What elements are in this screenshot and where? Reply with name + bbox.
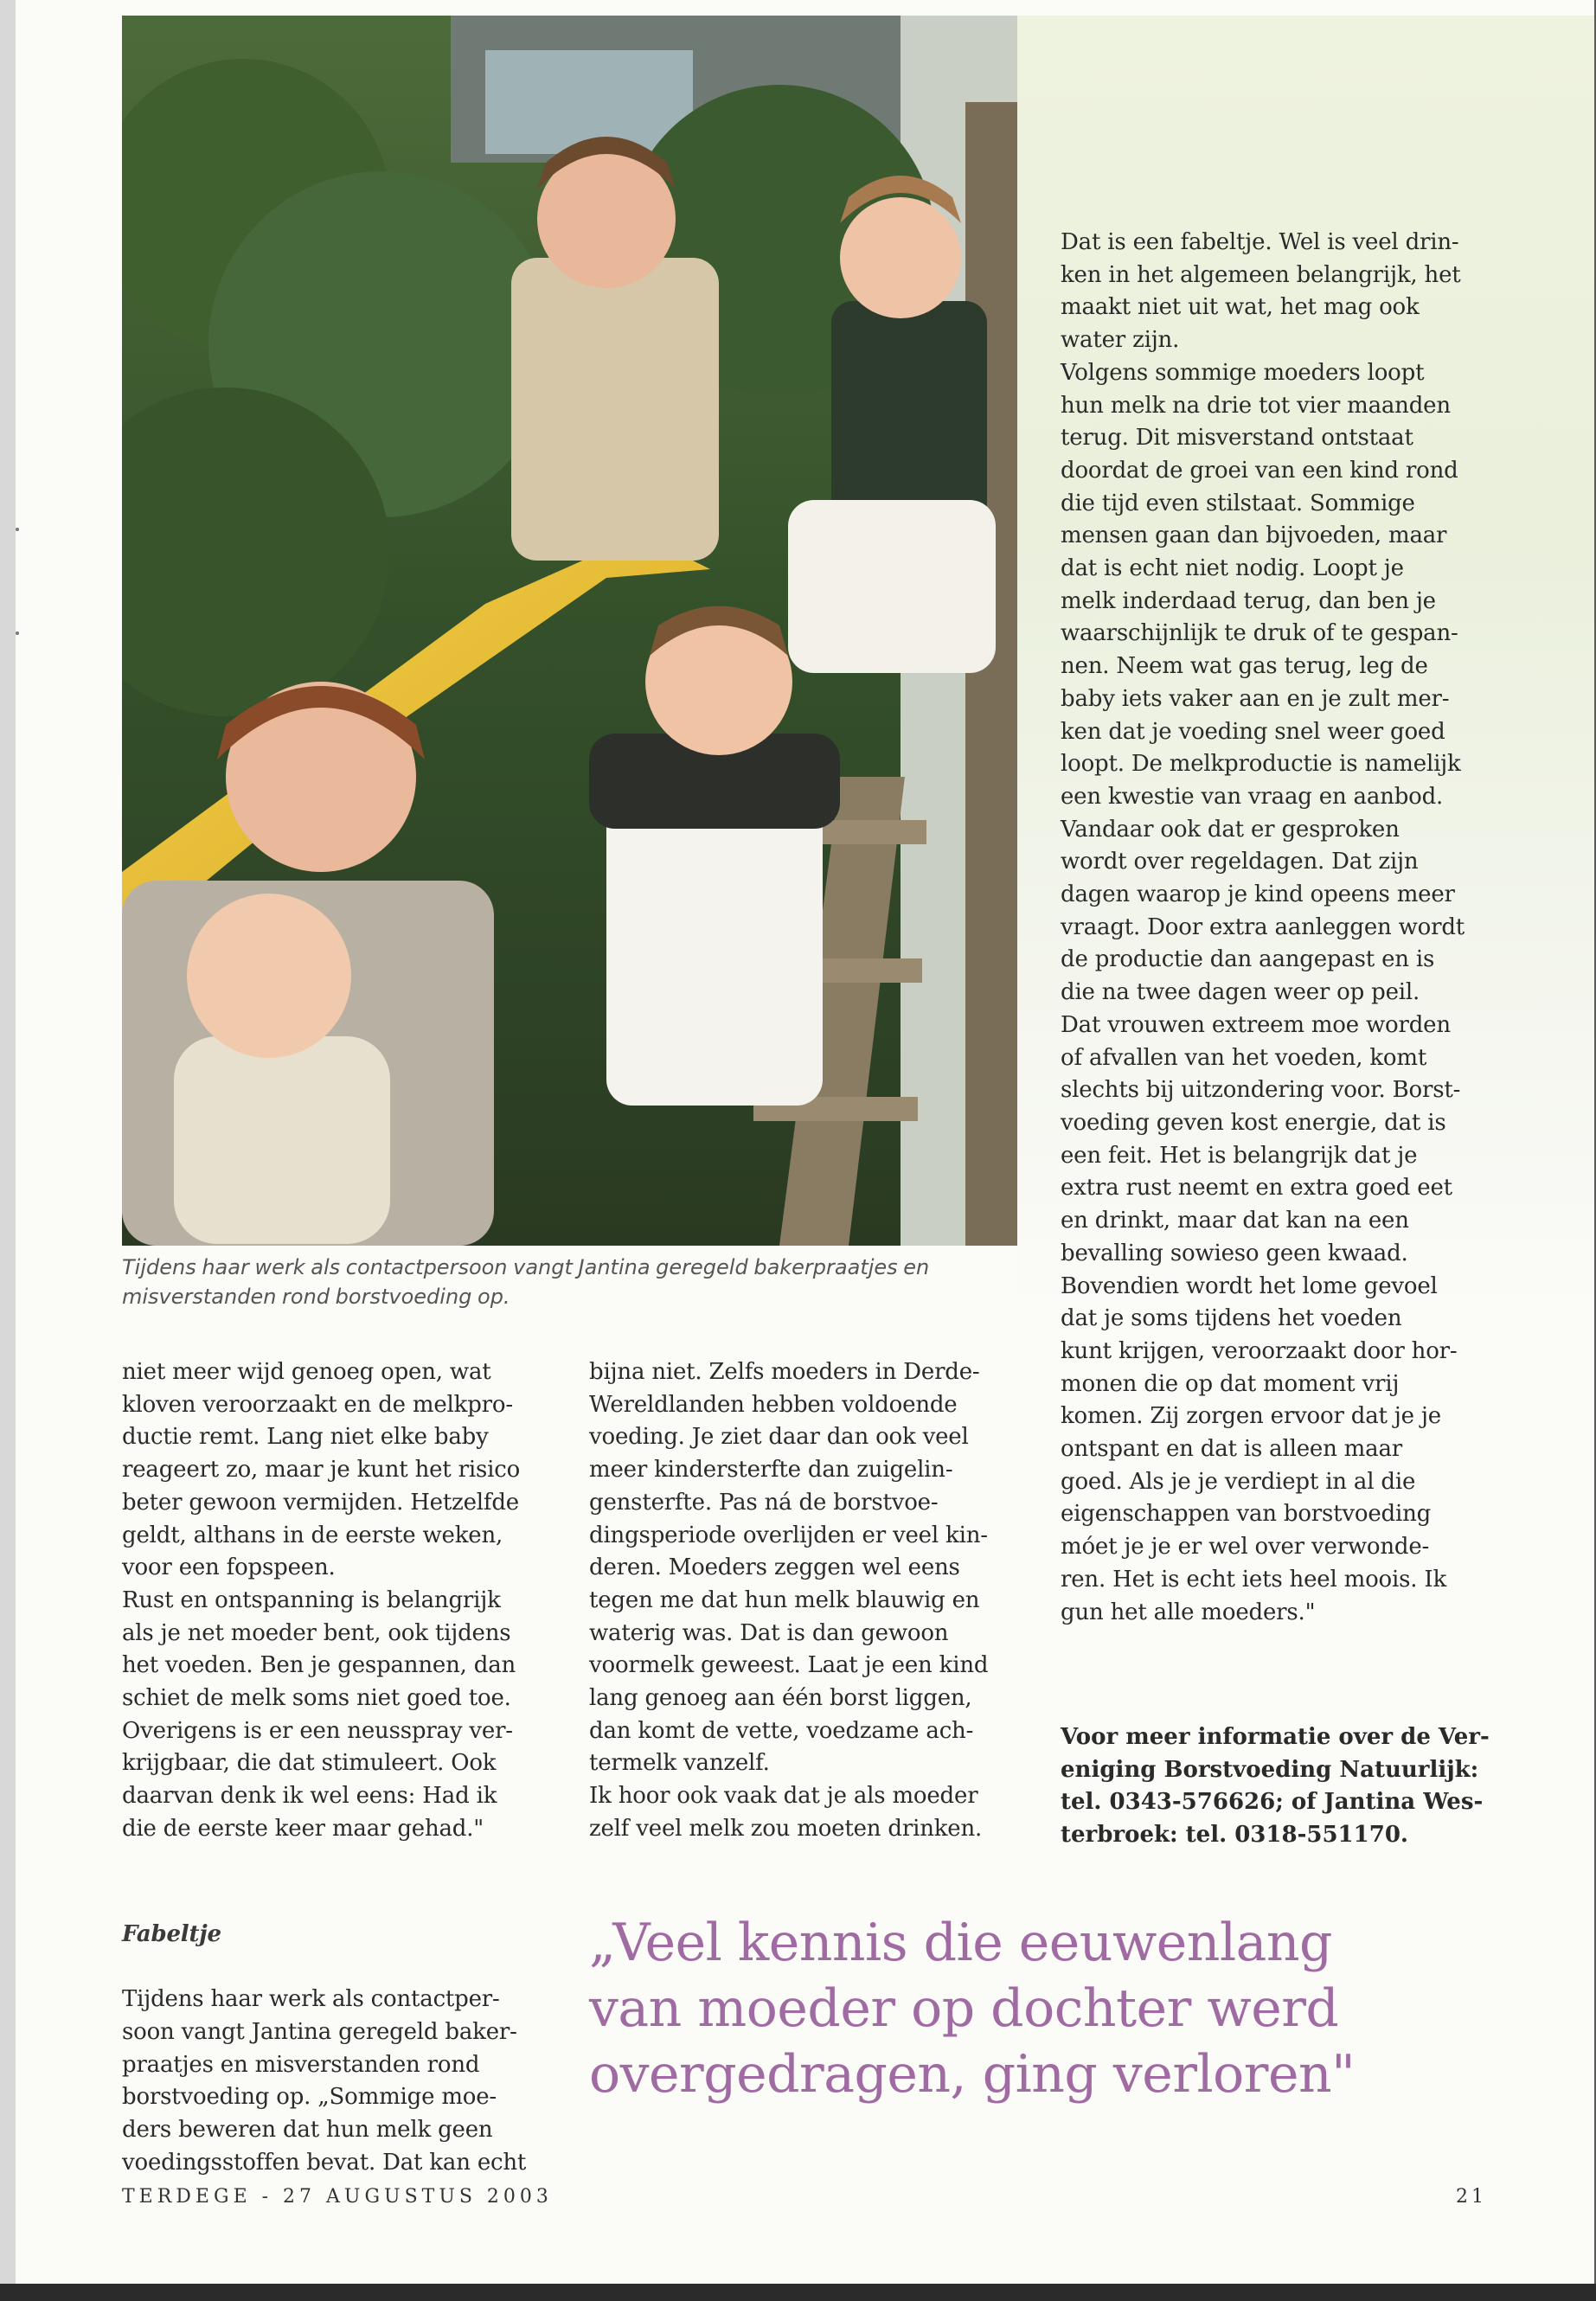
contact-info: Voor meer informatie over de Ver- eniging Borstvoeding Natuurlijk: tel. 0343-576626; of Jantina Wes- terbroek: tel. 0318-551170. [1061, 1724, 1490, 1849]
magazine-page [16, 0, 1594, 2284]
photo-family-on-slide-icon [122, 16, 1017, 1246]
family-photo [122, 16, 1017, 1246]
section-heading: Fabeltje [122, 1920, 221, 1947]
article-column-1: niet meer wijd genoeg open, wat kloven veroorzaakt en de melkpro- ductie remt. Lang niet elke baby reageert zo, maar je kunt het risico beter gewoon vermijden. Hetzelfde geldt, althans in de eerste weken, voor een fopspeen. Rust en ontspanning is belangrijk als je net moeder bent, ook tijdens het voeden. Ben je gespannen, dan schiet de melk soms niet goed toe. Overigens is er een neusspray ver- krijgbaar, die dat stimuleert. Ook daarvan denk ik wel eens: Had ik die de eerste keer maar gehad." [122, 1359, 521, 1842]
scan-dot [16, 631, 19, 635]
section-body: Tijdens haar werk als contactper- soon vangt Jantina geregeld baker- praatjes en misverstanden rond borstvoeding op. „Sommige moe- ders beweren dat hun melk geen voedingsstoffen bevat. Dat kan echt [122, 1986, 527, 2176]
scan-bottom-edge [0, 2284, 1596, 2301]
article-column-3: Dat is een fabeltje. Wel is veel drin- ken in het algemeen belangrijk, het maakt niet uit wat, het mag ook water zijn. Volgens sommige moeders loopt hun melk na drie tot vier maanden terug. Dit misverstand ontstaat doordat de groei van een kind rond die tijd even stilstaat. Sommige mensen gaan dan bijvoeden, maar dat is echt niet nodig. Loopt je melk inderdaad terug, dan ben je waarschijnlijk te druk of te gespan- nen. Neem wat gas terug, leg de baby iets vaker aan en je zult mer- ken dat je voeding snel weer goed loopt. De melkproductie is namelijk een kwestie van vraag en aanbod. Vandaar ook dat er gesproken wordt over regeldagen. Dat zijn dagen waarop je kind opeens meer vraagt. Door extra aanleggen wordt de productie dan aangepast en is die na twee dagen weer op peil. Dat vrouwen extreem moe worden of afvallen van het voeden, komt slechts bij uitzondering voor. Borst- voeding geven kost energie, dat is een feit. Het is belangrijk dat je extra rust neemt en extra goed eet en drinkt, maar dat kan na een bevalling sowieso geen kwaad. Bovendien wordt het lome gevoel dat je soms tijdens het voeden kunt krijgen, veroorzaakt door hor- monen die op dat moment vrij komen. Zij zorgen ervoor dat je je ontspant en dat is alleen maar goed. Als je je verdiept in al die eigenschappen van borstvoeding móet je je er wel over verwonde- ren. Het is echt iets heel moois. Ik gun het alle moeders." [1061, 229, 1465, 1625]
page-number: 21 [1456, 2186, 1487, 2208]
article-column-2: bijna niet. Zelfs moeders in Derde- Wereldlanden hebben voldoende voeding. Je ziet daar dan ook veel meer kindersterfte dan zuigelin- gensterfte. Pas ná de borstvoe- dingsperiode overlijden er veel kin- deren. Moeders zeggen wel eens tegen me dat hun melk blauwig en waterig was. Dat is dan gewoon voormelk geweest. Laat je een kind lang genoeg aan één borst liggen, dan komt de vette, voedzame ach- termelk vanzelf. Ik hoor ook vaak dat je als moeder zelf veel melk zou moeten drinken. [589, 1359, 989, 1842]
footer-publication: TERDEGE - 27 AUGUSTUS 2003 [122, 2186, 553, 2208]
pull-quote: „Veel kennis die eeuwenlang van moeder op dochter werd overgedragen, ging verloren" [589, 1913, 1356, 2105]
scan-edge [0, 0, 16, 2301]
section-fabeltje [122, 1886, 572, 2212]
scan-dot [16, 528, 19, 531]
photo-caption: Tijdens haar werk als contactpersoon vangt Jantina geregeld bakerpraatjes en misverstanden rond borstvoeding op. [122, 1255, 930, 1309]
